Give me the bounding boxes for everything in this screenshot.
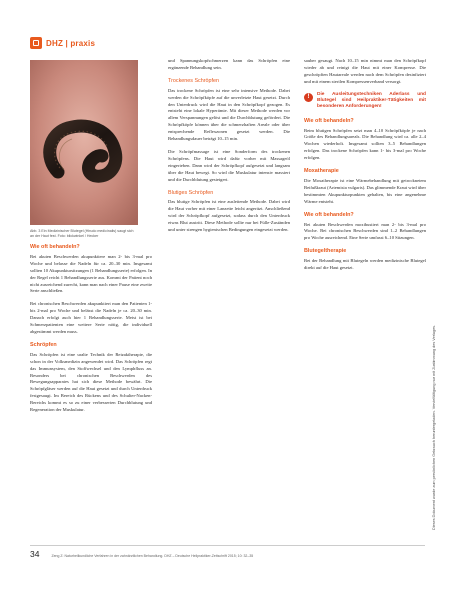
- header: [30, 36, 95, 50]
- paragraph: Bei der Behandlung mit Blutegeln werden medizinische Blutegel direkt auf die Haut gesetzt.: [304, 258, 426, 271]
- paragraph: Die Moxatherapie ist eine Wärmebehandlung mit getrocknetem Beifußkraut (Artemisia vulgaris). Das glimmende Kraut wird über bestimmten Akupunkturpunkten gehalten, bis eine angenehme Wärme entsteht.: [304, 177, 426, 204]
- paragraph: Bei chronischen Beschwerden akupunktiert man den Patienten 1- bis 2-mal pro Woche und belässt die Nadeln je ca. 20–30 min. Danach erfolgt auch hier 1 Behandlungsserie. Meist ist bei Schmerzpatienten eine weitere Serie nötig, die individuell abgestimmt werden muss.: [30, 301, 152, 334]
- warning-box: [304, 92, 426, 110]
- section-heading: Wie oft behandeln?: [30, 244, 80, 250]
- paragraph: und Spannungskopfschmerzen kann das Schröpfen eine ergänzende Behandlung sein.: [168, 58, 290, 70]
- paragraph: Das blutige Schröpfen ist eine ausleitende Methode. Dabei wird die Haut vorher mit einer Lanzette leicht angeritzt. Anschließend wird der Schröpfkopf aufgesetzt, sodass durch den Unterdruck etwas Blut austritt. Diese Methode sollte nur bei Fülle-Zuständen und unter strengen hygienischen Bedingungen eingesetzt werden.: [168, 199, 290, 233]
- paragraph: Die Schröpfmassage ist eine Sonderform des trockenen Schröpfens. Die Haut wird dafür vorher mit Massageöl eingerieben. Dann wird der Schröpfkopf aufgesetzt und langsam über die Haut bewegt. So wird die Muskulatur intensiv massiert und die Durchblutung gesteigert.: [168, 148, 290, 182]
- section-heading: Wie oft behandeln?: [304, 117, 354, 124]
- paragraph: Bei akuten Beschwerden akupunktiere man 2- bis 3-mal pro Woche und belasse die Nadeln für ca. 20–30 min. Insgesamt sollten 10 Akupunktursitzungen (1 Behandlungsserie) erfolgen. In der Regel reicht 1 Behandlungsserie aus. Kommt der Patient noch nicht ausreichend zurecht, kann man nach einer Pause eine zweite Serie anschließen.: [30, 253, 152, 294]
- warning-icon: !: [304, 93, 313, 102]
- leech-photo: [30, 60, 138, 225]
- section-heading: Trockenes Schröpfen: [168, 77, 220, 84]
- paragraph: Das Schröpfen ist eine uralte Technik der Reizaktherapie, die schon in der Volksmedizin angewendet wird. Das Schröpfen regt das Immunsystem, den Stoffwechsel und den Lymphfluss an. Besonders bei chronischen Beschwerden des Bewegungsapparates hat sich diese Methode bewährt. Die Schröpfgläser werden auf die Haut gesetzt und durch Unterdruck festgesaugt. Im Bereich des Rückens und des Schulter-Nacken-Bereichs kommt es so zu einer verbesserten Durchblutung und Regeneration der Muskulatur.: [30, 351, 152, 413]
- column-3: [304, 58, 426, 278]
- section-heading: Blutiges Schröpfen: [168, 189, 214, 196]
- page-number: 34: [30, 549, 40, 559]
- column-1: [30, 242, 152, 420]
- figure-caption: Abb. 3 Ein Medizinischer Blutegel (Hirudo medicinalis) saugt sich an der Haut fest. Foto: blickwinkel / Hecker: [30, 229, 134, 238]
- warning-text: Die Ausleitungstechniken Aderlass und Blutegel sind Heilpraktiker-Tätigkeiten mit besonderen Anforderungen!: [317, 91, 426, 109]
- column-2: [168, 58, 290, 240]
- section-heading: Moxatherapie: [304, 168, 339, 175]
- paragraph: Das trockene Schröpfen ist eine sehr intensive Methode. Dabei werden die Schröpfköpfe auf die unverletzte Haut gesetzt. Durch den Unterdruck wird die Haut in den Schröpfkopf gezogen. Es entsteht eine lokale Hyperämie. Mit dieser Methode werden vor allem Verspannungen gelöst und die Durchblutung gefördert. Die Schröpfköpfe können über die schmerzhaften Areale oder über entsprechende Reflexzonen gesetzt werden. Die Behandlungsdauer beträgt 10–15 min.: [168, 87, 290, 142]
- dhz-logo-icon: [30, 37, 42, 49]
- footer-citation: Zeng Z: Naturheilkundliche Verfahren in der zahnärztlichen Behandlung. DHZ – Deutsche Heilpraktiker-Zeitschrift 2015; 10: 32–35: [51, 554, 254, 558]
- section-heading: Schröpfen: [30, 341, 57, 348]
- footer: [30, 549, 425, 559]
- section-heading: Blutegeltherapie: [304, 248, 347, 255]
- paragraph: sauber gesaugt. Nach 10–15 min nimmt man den Schröpfkopf wieder ab und reinigt die Haut mit einer Kompresse. Die geschröpften Hautareale werden nach dem Schröpfen desinfiziert und mit einem sterilen Kompressenverband versorgt.: [304, 58, 426, 84]
- paragraph: Bei akuten Beschwerden moxibustiert man 2- bis 3-mal pro Woche. Bei chronischen Beschwerden sind 1–2 Behandlungen pro Woche ausreichend. Eine Serie umfasst 6–10 Sitzungen.: [304, 221, 426, 241]
- copyright-side-note: Dieses Dokument wurde zum persönlichen Gebrauch heruntergeladen. Vervielfältigung nur mit Zustimmung des Verlages.: [432, 324, 436, 530]
- paragraph: Beim blutigen Schröpfen setzt man 4–10 Schröpfköpfe je nach Größe des Behandlungsareals. Die Behandlung wird ca. alle 2–4 Wochen wiederholt. Insgesamt sollten 3–5 Behandlungen erfolgen. Das trockene Schröpfen kann 1- bis 3-mal pro Woche erfolgen.: [304, 127, 426, 161]
- footer-rule: [30, 545, 425, 546]
- brand-label: DHZ | praxis: [46, 38, 96, 48]
- section-heading: Wie oft behandeln?: [304, 211, 354, 218]
